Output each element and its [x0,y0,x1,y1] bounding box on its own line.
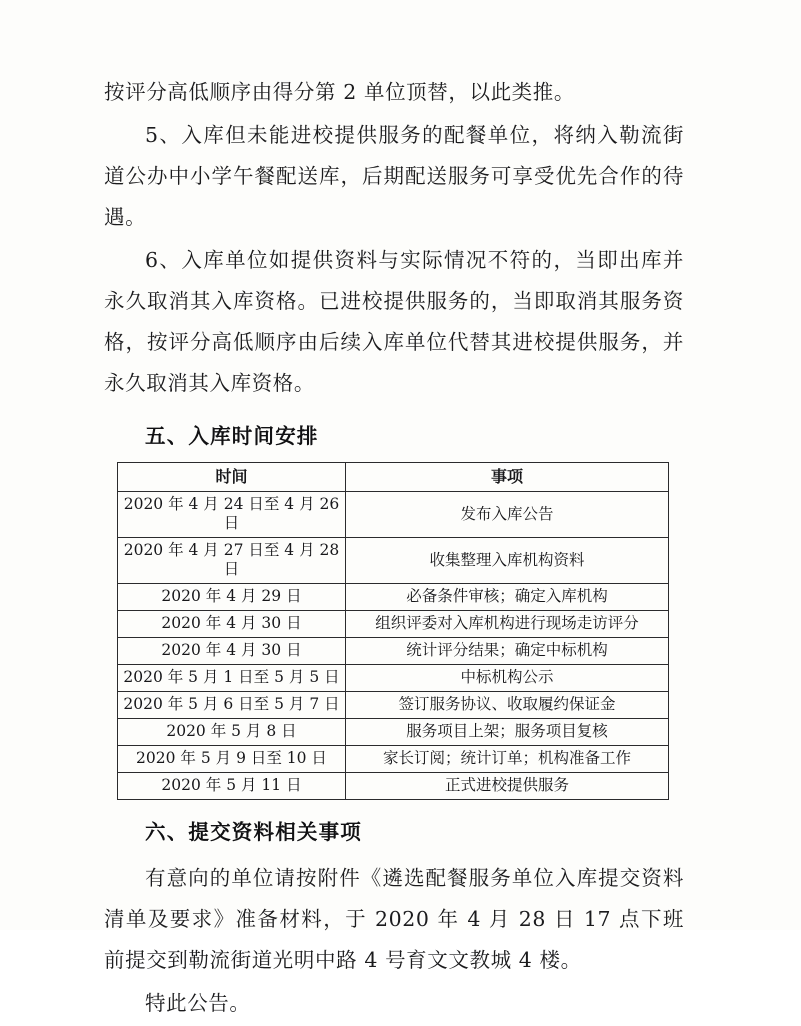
paragraph-section-six: 有意向的单位请按附件《遴选配餐服务单位入库提交资料清单及要求》准备材料，于 2020 年 4 月 28 日 17 点下班前提交到勒流街道光明中路 4 号育文文教城 4 楼。 [104,866,684,972]
section-heading-six: 六、提交资料相关事项 [145,820,362,844]
table-cell-item: 统计评分结果；确定中标机构 [346,638,669,665]
table-cell-time: 2020 年 4 月 30 日 [118,611,346,638]
schedule-table [117,462,669,800]
table-cell-item: 签订服务协议、收取履约保证金 [346,692,669,719]
table-cell-time: 2020 年 5 月 1 日至 5 月 5 日 [118,665,346,692]
table-cell-item: 必备条件审核；确定入库机构 [346,584,669,611]
paragraph-item-6: 6、入库单位如提供资料与实际情况不符的，当即出库并永久取消其入库资格。已进校提供服务的，当即取消其服务资格，按评分高低顺序由后续入库单位代替其进校提供服务，并永久取消其入库资格。 [104,248,684,395]
table-row [118,746,669,773]
table-cell-time: 2020 年 5 月 11 日 [118,773,346,800]
table-cell-time: 2020 年 4 月 24 日至 4 月 26 日 [118,492,346,538]
table-row [118,611,669,638]
table-row [118,538,669,584]
table-row [118,692,669,719]
table-header-item: 事项 [346,463,669,492]
table-header-time: 时间 [118,463,346,492]
table-cell-item: 收集整理入库机构资料 [346,538,669,584]
table-cell-time: 2020 年 4 月 27 日至 4 月 28 日 [118,538,346,584]
table-cell-item: 正式进校提供服务 [346,773,669,800]
table-cell-time: 2020 年 4 月 29 日 [118,584,346,611]
section-heading-five: 五、入库时间安排 [145,424,319,448]
table-row [118,773,669,800]
paragraph-closing: 特此公告。 [145,991,251,1015]
table-cell-item: 组织评委对入库机构进行现场走访评分 [346,611,669,638]
table-cell-item: 家长订阅；统计订单；机构准备工作 [346,746,669,773]
table-row [118,584,669,611]
table-row [118,719,669,746]
table-cell-item: 发布入库公告 [346,492,669,538]
table-cell-time: 2020 年 4 月 30 日 [118,638,346,665]
paragraph-item-5: 5、入库但未能进校提供服务的配餐单位，将纳入勒流街道公办中小学午餐配送库，后期配送服务可享受优先合作的待遇。 [104,123,684,229]
table-header-row [118,463,669,492]
table-cell-time: 2020 年 5 月 9 日至 10 日 [118,746,346,773]
table-row [118,638,669,665]
table-row [118,492,669,538]
table-row [118,665,669,692]
paragraph-continued: 按评分高低顺序由得分第 2 单位顶替，以此类推。 [104,80,575,104]
table-cell-item: 服务项目上架；服务项目复核 [346,719,669,746]
table-cell-time: 2020 年 5 月 6 日至 5 月 7 日 [118,692,346,719]
document-body [104,72,684,1026]
table-cell-time: 2020 年 5 月 8 日 [118,719,346,746]
table-cell-item: 中标机构公示 [346,665,669,692]
